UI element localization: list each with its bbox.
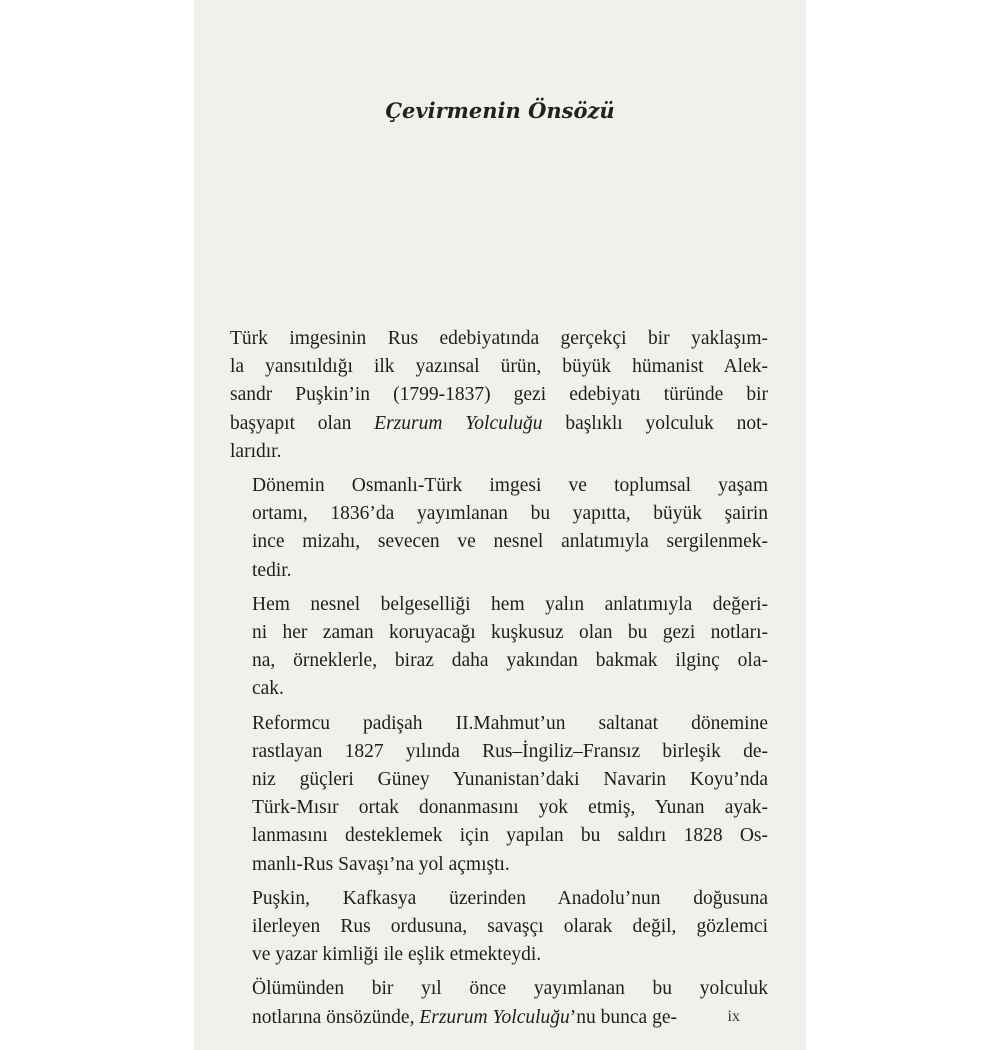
text-line xyxy=(230,591,768,619)
text-line xyxy=(230,975,768,1003)
text-line xyxy=(230,500,768,528)
text-segment: ortamı, 1836’da yayımlanan bu yapıtta, büyük şairin xyxy=(252,503,768,525)
book-page xyxy=(194,0,806,1050)
text-segment: Hem nesnel belgeselliği hem yalın anlatımıyla değeri- xyxy=(252,593,768,615)
text-segment: Türk-Mısır ortak donanmasını yok etmiş, Yunan ayak- xyxy=(252,797,768,819)
paragraph xyxy=(230,591,768,704)
text-line xyxy=(230,738,768,766)
text-line xyxy=(230,675,768,703)
paragraph xyxy=(230,885,768,970)
text-segment: Puşkin, Kafkasya üzerinden Anadolu’nun doğusuna xyxy=(252,887,768,909)
text-line xyxy=(230,619,768,647)
text-segment: rastlayan 1827 yılında Rus–İngiliz–Fransız birleşik de- xyxy=(252,740,768,762)
text-segment: Reformcu padişah II.Mahmut’un saltanat dönemine xyxy=(252,712,768,734)
text-segment: Türk imgesinin Rus edebiyatında gerçekçi bir yaklaşım- xyxy=(230,328,768,349)
paragraph xyxy=(230,975,768,1031)
text-line xyxy=(230,941,768,969)
paragraph xyxy=(230,472,768,585)
text-line xyxy=(230,325,768,353)
body-text xyxy=(230,325,768,1032)
text-segment: cak. xyxy=(252,678,284,700)
text-line xyxy=(230,557,768,585)
text-segment: başlıklı yolculuk not- xyxy=(542,412,768,434)
text-line xyxy=(230,766,768,794)
text-line xyxy=(230,472,768,500)
paragraph xyxy=(230,710,768,879)
text-segment: başyapıt olan xyxy=(230,412,375,434)
text-segment: Ölümünden bir yıl önce yayımlanan bu yolculuk xyxy=(252,978,768,1000)
italic-title: Erzurum Yolculuğu xyxy=(374,412,543,434)
text-segment: Dönemin Osmanlı-Türk imgesi ve toplumsal yaşam xyxy=(252,475,768,497)
chapter-heading: Çevirmenin Önsözü xyxy=(385,98,615,123)
text-segment: tedir. xyxy=(252,559,292,581)
text-segment: na, örneklerle, biraz daha yakından bakmak ilginç ola- xyxy=(252,650,768,672)
text-segment: niz güçleri Güney Yunanistan’daki Navarin Koyu’nda xyxy=(252,769,768,791)
page-number: ix xyxy=(727,1008,740,1025)
text-segment: ince mizahı, sevecen ve nesnel anlatımıyla sergilenmek- xyxy=(252,531,768,553)
text-line xyxy=(230,851,768,879)
text-segment: lanmasını desteklemek için yapılan bu saldırı 1828 Os- xyxy=(252,825,768,847)
text-segment: la yansıtıldığı ilk yazınsal ürün, büyük hümanist Alek- xyxy=(230,356,768,378)
text-segment: larıdır. xyxy=(230,440,282,462)
text-line xyxy=(230,913,768,941)
text-segment: manlı-Rus Savaşı’na yol açmıştı. xyxy=(252,853,510,875)
text-segment: ’nu bunca ge- xyxy=(569,1006,677,1028)
text-line xyxy=(230,794,768,822)
italic-title: Erzurum Yolculuğu xyxy=(419,1006,570,1028)
text-segment: notlarına önsözünde, xyxy=(252,1006,420,1028)
text-line xyxy=(230,353,768,381)
text-segment: ve yazar kimliği ile eşlik etmekteydi. xyxy=(252,944,542,966)
text-segment: ni her zaman koruyacağı kuşkusuz olan bu gezi notları- xyxy=(252,622,768,644)
text-line xyxy=(230,381,768,409)
text-line xyxy=(230,822,768,850)
text-line xyxy=(230,710,768,738)
text-segment: sandr Puşkin’in (1799-1837) gezi edebiyatı türünde bir xyxy=(230,384,768,406)
text-line xyxy=(230,1004,768,1032)
text-segment: ilerleyen Rus ordusuna, savaşçı olarak değil, gözlemci xyxy=(252,916,768,938)
text-line xyxy=(230,438,768,466)
paragraph xyxy=(230,325,768,466)
text-line xyxy=(230,885,768,913)
text-line xyxy=(230,528,768,556)
text-line xyxy=(230,410,768,438)
text-line xyxy=(230,647,768,675)
